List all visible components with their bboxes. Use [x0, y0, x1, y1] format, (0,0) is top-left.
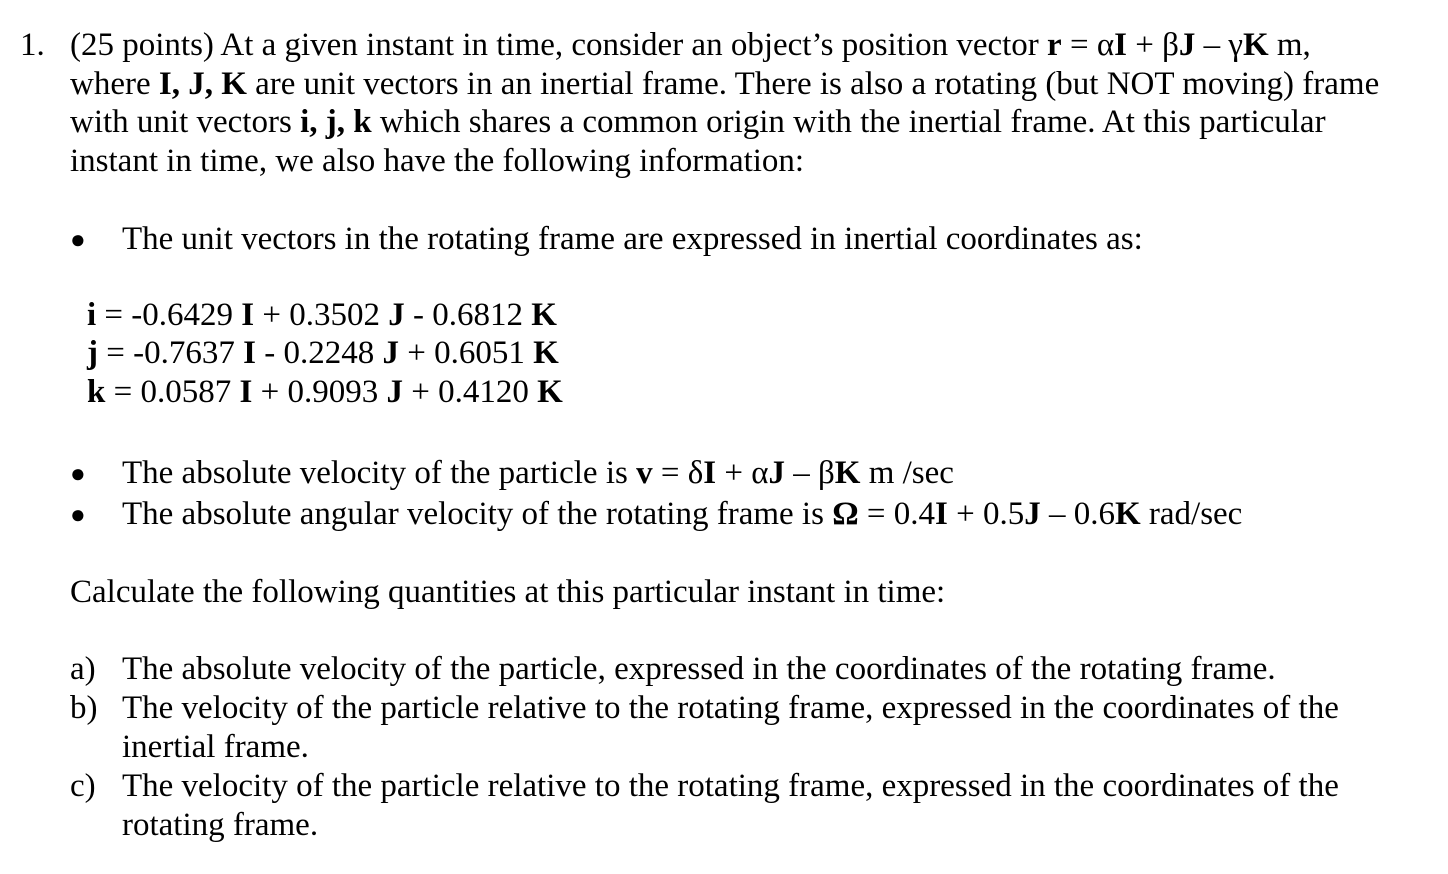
bullet-icon: ● [70, 459, 86, 488]
bullet-velocity: The absolute velocity of the particle is v = δI + αJ – βK m /sec [122, 455, 954, 491]
part-label: b) [70, 690, 98, 726]
intro-line-4: instant in time, we also have the following information: [70, 142, 805, 179]
part-text-line: The velocity of the particle relative to the rotating frame, expressed in the coordinates of the [122, 690, 1339, 726]
bullet-unit-vectors-text: The unit vectors in the rotating frame are expressed in inertial coordinates as: [122, 221, 1143, 257]
intro-line-1: (25 points) At a given instant in time, consider an object’s position vector r = αI + βJ – γK m, [70, 27, 1311, 63]
part-text-line: The absolute velocity of the particle, expressed in the coordinates of the rotating frame. [122, 651, 1276, 687]
unit-vector-k-equation: k = 0.0587 I + 0.9093 J + 0.4120 K [87, 374, 563, 410]
part-label: a) [70, 651, 96, 687]
part-text-line: inertial frame. [122, 729, 309, 765]
intro-line-3: with unit vectors i, j, k which shares a common origin with the inertial frame. At this particular [70, 104, 1326, 140]
bullet-angular-velocity: The absolute angular velocity of the rotating frame is Ω = 0.4I + 0.5J – 0.6K rad/sec [122, 496, 1243, 532]
part-text-line: The velocity of the particle relative to the rotating frame, expressed in the coordinates of the [122, 768, 1339, 804]
bullet-icon: ● [70, 500, 86, 529]
velocity-expression: = δI + αJ – βK m /sec [652, 455, 954, 491]
part-label: c) [70, 768, 96, 804]
points-label: (25 points) [70, 27, 214, 63]
part-text-line: rotating frame. [122, 807, 319, 843]
calculate-prompt: Calculate the following quantities at this particular instant in time: [70, 574, 946, 610]
intro-line-2: where I, J, K are unit vectors in an inertial frame. There is also a rotating (but NOT moving) frame [70, 65, 1380, 102]
problem-intro [70, 26, 1430, 180]
unit-vector-j-equation: j = -0.7637 I - 0.2248 J + 0.6051 K [87, 335, 559, 371]
question-number: 1. [20, 27, 45, 63]
bullet-icon: ● [70, 225, 86, 254]
omega-expression: = 0.4I + 0.5J – 0.6K rad/sec [858, 496, 1243, 532]
unit-vector-i-equation: i = -0.6429 I + 0.3502 J - 0.6812 K [87, 297, 557, 333]
